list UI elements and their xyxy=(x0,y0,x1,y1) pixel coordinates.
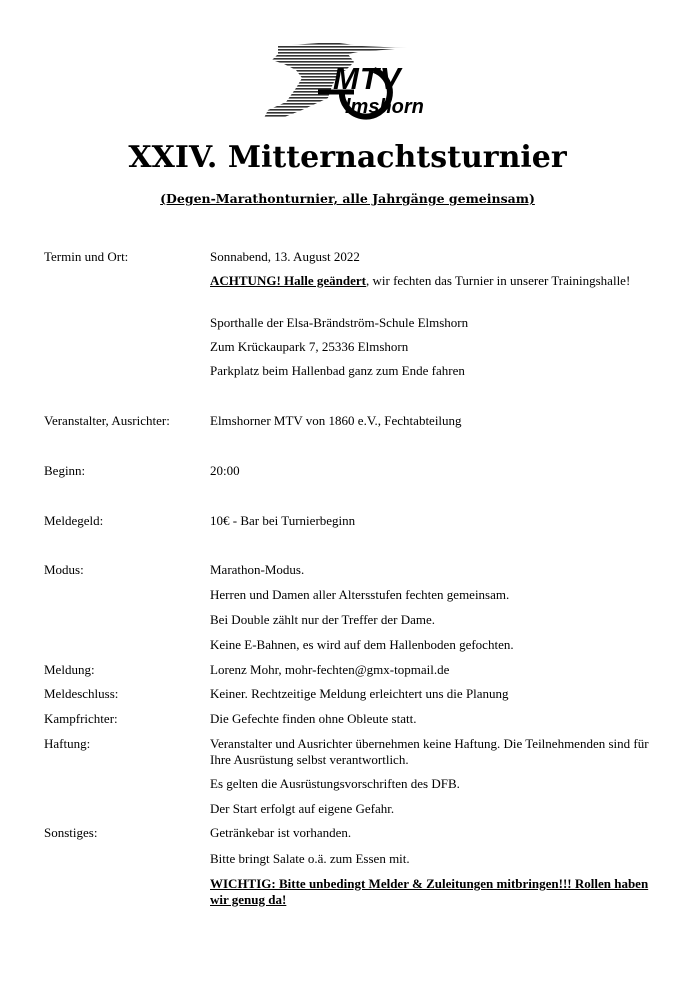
meldeschluss-value: Keiner. Rechtzeitige Meldung erleichtert uns die Planung xyxy=(210,686,509,701)
haftung-label: Haftung: xyxy=(44,736,91,751)
termin-label: Termin und Ort: xyxy=(44,249,129,264)
modus-line: Keine E-Bahnen, es wird auf dem Hallenboden gefochten. xyxy=(210,637,514,652)
kampfrichter-value: Die Gefechte finden ohne Obleute statt. xyxy=(210,711,417,726)
termin-notice-rest: , wir fechten das Turnier in unserer Trainingshalle! xyxy=(365,273,631,288)
termin-parking: Parkplatz beim Hallenbad ganz zum Ende fahren xyxy=(210,363,465,378)
meldung-value: Lorenz Mohr, mohr-fechten@gmx-topmail.de xyxy=(210,662,450,677)
termin-address: Zum Krückaupark 7, 25336 Elmshorn xyxy=(210,339,409,354)
beginn-value: 20:00 xyxy=(210,463,240,478)
termin-notice-bold: ACHTUNG! Halle geändert xyxy=(210,273,366,288)
logo-elmshorn-text: lmshorn xyxy=(345,96,424,118)
sonstiges-line: Getränkebar ist vorhanden. xyxy=(210,825,352,840)
veranstalter-value: Elmshorner MTV von 1860 e.V., Fechtabteilung xyxy=(210,413,462,428)
veranstalter-label: Veranstalter, Ausrichter: xyxy=(44,413,170,428)
meldeschluss-label: Meldeschluss: xyxy=(44,686,119,701)
page-title: XXIV. Mitternachtsturnier xyxy=(128,140,567,175)
haftung-line: Veranstalter und Ausrichter übernehmen keine Haftung. Die Teilnehmenden sind für Ihre Ausrüstung selbst verantwortlich. xyxy=(210,736,649,767)
termin-notice xyxy=(210,273,650,289)
termin-date: Sonnabend, 13. August 2022 xyxy=(210,249,360,264)
beginn-label: Beginn: xyxy=(44,463,86,478)
page-subtitle: (Degen-Marathonturnier, alle Jahrgänge gemeinsam) xyxy=(160,191,535,206)
sonstiges-line: Bitte bringt Salate o.ä. zum Essen mit. xyxy=(210,851,410,866)
sonstiges-label: Sonstiges: xyxy=(44,825,98,840)
sonstiges-important: WICHTIG: Bitte unbedingt Melder & Zuleitungen mitbringen!!! Rollen haben wir genug da! xyxy=(210,876,649,907)
meldegeld-label: Meldegeld: xyxy=(44,513,104,528)
modus-line: Herren und Damen aller Altersstufen fechten gemeinsam. xyxy=(210,587,510,602)
termin-venue: Sporthalle der Elsa-Brändström-Schule Elmshorn xyxy=(210,315,469,330)
meldegeld-value: 10€ - Bar bei Turnierbeginn xyxy=(210,513,356,528)
meldung-label: Meldung: xyxy=(44,662,95,677)
logo-mtv-text: MTV xyxy=(333,61,402,96)
modus-label: Modus: xyxy=(44,562,84,577)
haftung-line: Der Start erfolgt auf eigene Gefahr. xyxy=(210,801,395,816)
haftung-line: Es gelten die Ausrüstungsvorschriften des DFB. xyxy=(210,776,460,791)
kampfrichter-label: Kampfrichter: xyxy=(44,711,118,726)
modus-line: Bei Double zählt nur der Treffer der Dame. xyxy=(210,612,436,627)
modus-line: Marathon-Modus. xyxy=(210,562,305,577)
